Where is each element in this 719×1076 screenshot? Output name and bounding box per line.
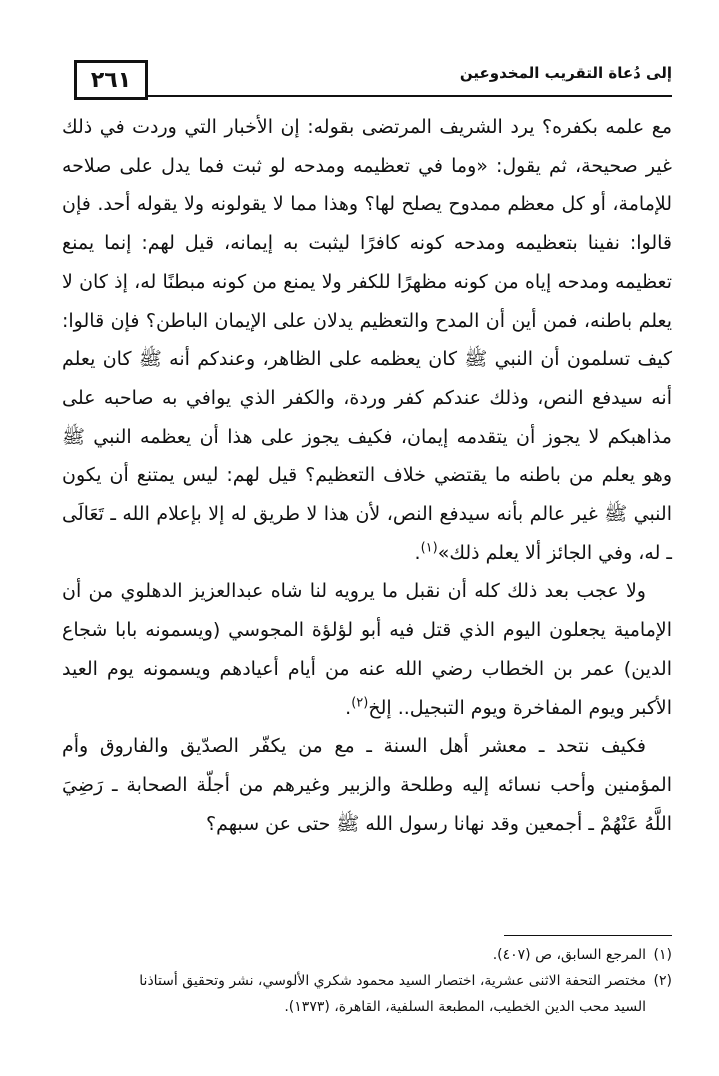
paragraph-1	[62, 108, 672, 572]
footnote-1	[62, 942, 672, 968]
paragraph-2	[62, 572, 672, 727]
paragraph-2-text: ولا عجب بعد ذلك كله أن نقبل ما يرويه لنا شاه عبدالعزيز الدهلوي من أن الإمامية يجعلون اليوم الذي قتل فيه أبو لؤلؤة المجوسي (ويسمونه بابا شجاع الدين) عمر بن الخطاب رضي الله عنه من أيام أعيادهم ويسمونه يوم العيد الأكبر ويوم المفاخرة ويوم التبجيل.. إلخ	[62, 580, 672, 719]
footnote-2-continuation: السيد محب الدين الخطيب، المطبعة السلفية، القاهرة، (١٣٧٣).	[284, 999, 646, 1015]
paragraph-3: فكيف نتحد ـ معشر أهل السنة ـ مع من يكفّر الصدّيق والفاروق وأم المؤمنين وأحب نسائه إليه وطلحة والزبير وغيرهم من أجلّة الصحابة ـ رَضِيَ اللَّهُ عَنْهُمْ ـ أجمعين وقد نهانا رسول الله ﷺ حتى عن سبهم؟	[62, 735, 672, 835]
body-text	[62, 108, 672, 843]
paragraph-2-end: .	[345, 696, 352, 719]
book-page	[62, 52, 672, 1042]
footnote-1-number: (١)	[653, 947, 672, 963]
footnote-2-text: مختصر التحفة الاثنى عشرية، اختصار السيد محمود شكري الألوسي، نشر وتحقيق أستاذنا	[139, 973, 646, 989]
footnote-rule	[504, 935, 672, 936]
footnote-2	[62, 968, 672, 994]
footnote-2-number: (٢)	[653, 973, 672, 989]
header-rule	[148, 95, 672, 97]
footnote-ref-1: (١)	[420, 540, 438, 556]
page-header	[62, 52, 672, 104]
page-number: ٢٦١	[74, 60, 148, 100]
paragraph-1-text: مع علمه بكفره؟ يرد الشريف المرتضى بقوله: إن الأخبار التي وردت في ذلك غير صحيحة، ثم يقول: «وما في تعظيمه ومدحه لو ثبت فما يدل على صلاحه للإمامة، أو كل معظم ممدوح يصلح لها؟ وهذا مما لا يقولونه ولا يقوله أحد. فإن قالوا: نفينا بتعظيمه ومدحه كونه كافرًا ليثبت به إيمانه، قيل لهم: إنما يمنع تعظيمه ومدحه إياه من كونه مظهرًا للكفر ولا يمنع من كونه مبطنًا له، إذ كان لا يعلم باطنه، فمن أين أن المدح والتعظيم يدلان على الإيمان الباطن؟ فإن قالوا: كيف تسلمون أن النبي ﷺ كان يعظمه على الظاهر، وعندكم أنه ﷺ كان يعلم أنه سيدفع النص، وذلك عندكم كفر وردة، والكفر الذي يوافي به صاحبه على مذاهبكم لا يجوز أن يتقدمه إيمان، فكيف يجوز على هذا أن يعظمه النبي ﷺ وهو يعلم من باطنه ما يقتضي خلاف التعظيم؟ قيل لهم: ليس يمتنع أن يكون النبي ﷺ غير عالم بأنه سيدفع النص، لأن هذا لا طريق له إلا بإعلام الله ـ تَعَالَى ـ له، وفي الجائز ألا يعلم ذلك»	[62, 116, 672, 564]
footnotes	[62, 942, 672, 1020]
paragraph-1-end: .	[414, 541, 421, 564]
footnote-1-text: المرجع السابق، ص (٤٠٧).	[492, 947, 646, 963]
footnote-ref-2: (٢)	[351, 695, 369, 711]
running-title: إلى دُعاة التقريب المخدوعين	[459, 64, 672, 82]
